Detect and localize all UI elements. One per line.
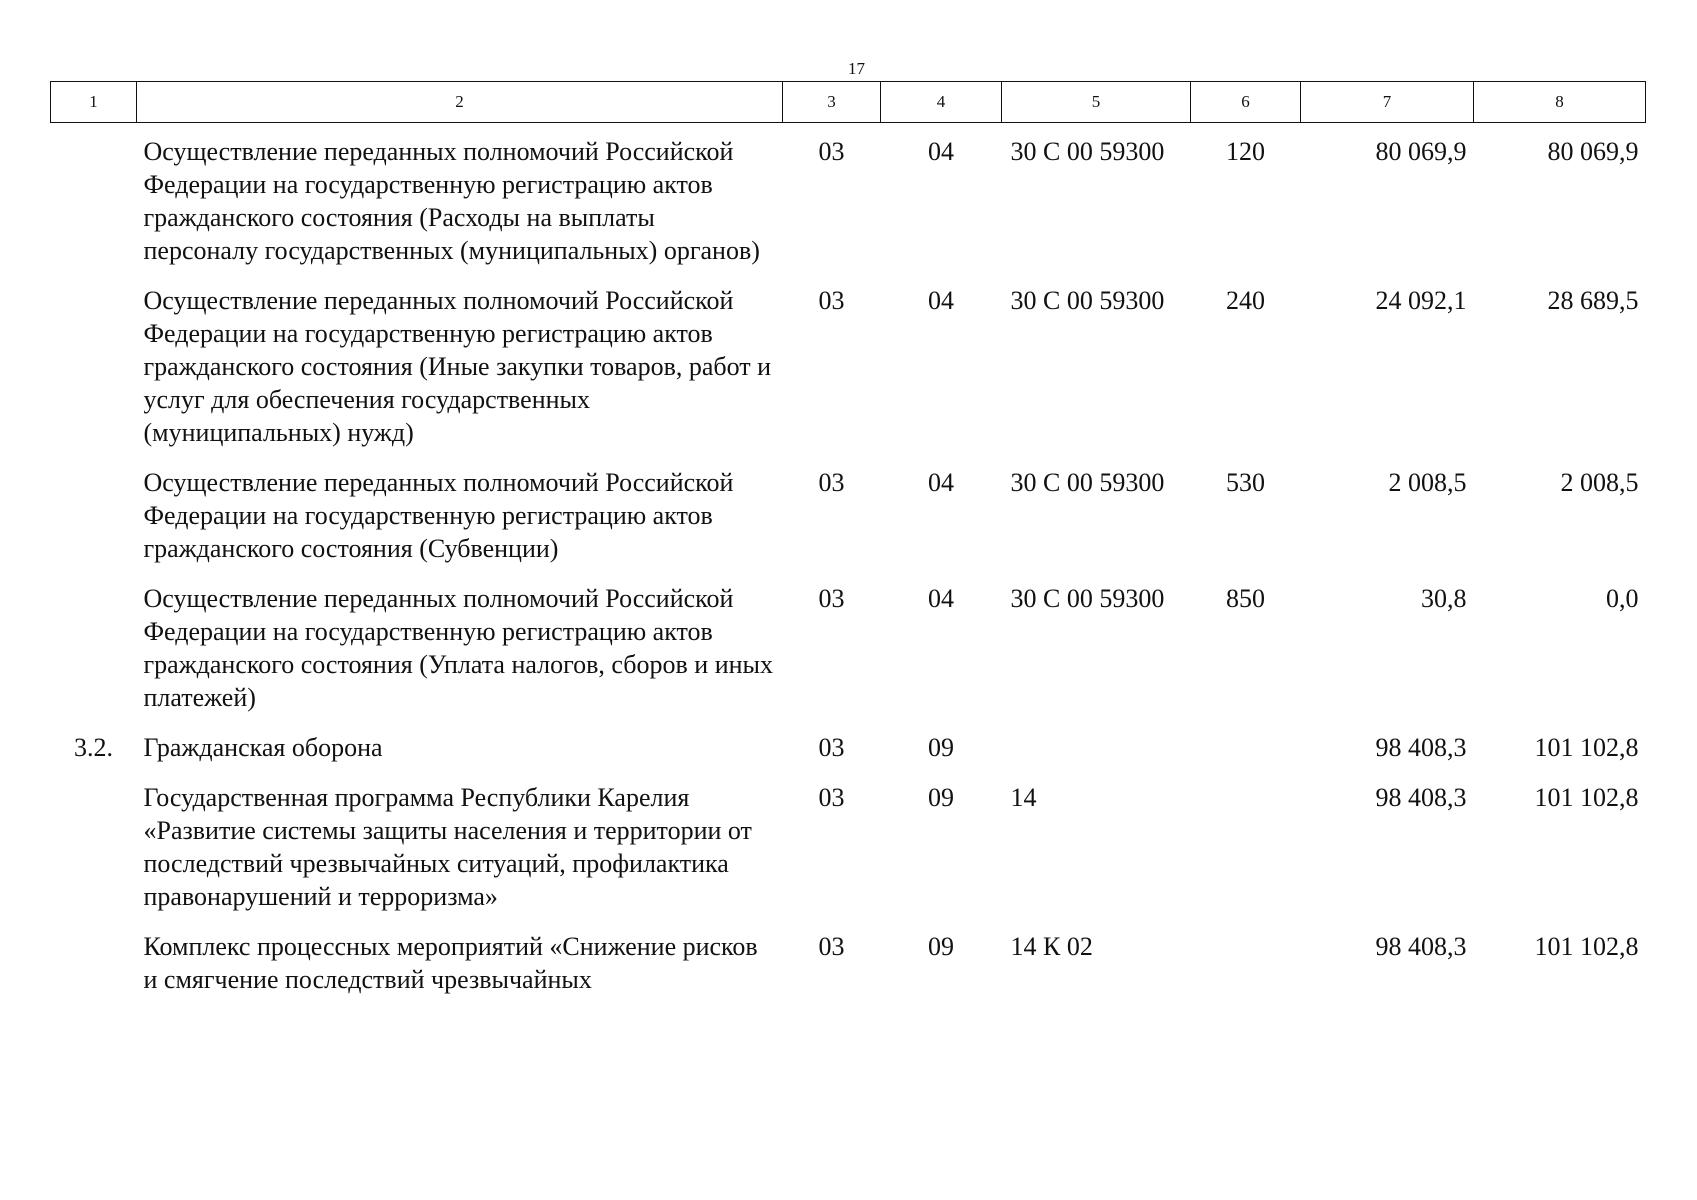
row-amount-col7: 98 408,3	[1375, 783, 1467, 812]
table-row	[51, 466, 1646, 582]
column-header-8: 8	[1474, 82, 1646, 123]
row-number	[51, 582, 137, 731]
column-header-3: 3	[783, 82, 881, 123]
table-row	[51, 284, 1646, 466]
row-expense-type: 240	[1226, 286, 1265, 315]
row-amount-col8: 2 008,5	[1560, 468, 1639, 497]
row-amount-col7: 98 408,3	[1375, 733, 1467, 762]
row-number: 3.2.	[74, 733, 113, 762]
header-row	[51, 82, 1646, 123]
table-row	[51, 582, 1646, 731]
row-target-article	[1002, 731, 1191, 781]
row-amount-col8: 101 102,8	[1534, 733, 1639, 762]
row-section-code: 03	[818, 783, 845, 812]
row-target-article: 30 С 00 59300	[1010, 286, 1165, 315]
column-header-2: 2	[137, 82, 783, 123]
table-row	[51, 781, 1646, 930]
row-subsection-code: 04	[928, 584, 954, 613]
row-subsection-code: 04	[928, 137, 954, 166]
row-expense-type	[1191, 930, 1301, 1013]
row-number	[51, 284, 137, 466]
row-expense-type	[1191, 781, 1301, 930]
row-amount-col7: 24 092,1	[1375, 286, 1467, 315]
row-amount-col7: 98 408,3	[1375, 932, 1467, 961]
row-name: Гражданская оборона	[143, 733, 383, 762]
row-amount-col8: 0,0	[1606, 584, 1639, 613]
table-row	[51, 731, 1646, 781]
column-header-1: 1	[51, 82, 137, 123]
row-amount-col7: 2 008,5	[1388, 468, 1467, 497]
row-number	[51, 123, 137, 285]
row-section-code: 03	[818, 932, 845, 961]
row-amount-col8: 101 102,8	[1534, 783, 1639, 812]
row-amount-col7: 30,8	[1421, 584, 1467, 613]
row-section-code: 03	[818, 584, 845, 613]
row-name: Осуществление переданных полномочий Российской Федерации на государственную регистрацию актов гражданского состояния (Расходы на выплаты персоналу государственных (муниципальных) органов)	[143, 137, 760, 265]
row-target-article: 30 С 00 59300	[1010, 137, 1165, 166]
row-number	[51, 781, 137, 930]
row-name: Осуществление переданных полномочий Российской Федерации на государственную регистрацию актов гражданского состояния (Уплата налогов, сборов и иных платежей)	[143, 584, 773, 712]
row-name: Осуществление переданных полномочий Российской Федерации на государственную регистрацию актов гражданского состояния (Иные закупки товаров, работ и услуг для обеспечения государственных (муниципальных) нужд)	[143, 286, 772, 447]
row-name: Осуществление переданных полномочий Российской Федерации на государственную регистрацию актов гражданского состояния (Субвенции)	[143, 468, 734, 563]
row-target-article: 14 К 02	[1010, 932, 1093, 961]
row-expense-type: 530	[1226, 468, 1265, 497]
budget-table	[50, 81, 1646, 1013]
row-amount-col8: 80 069,9	[1547, 137, 1639, 166]
column-header-4: 4	[881, 82, 1002, 123]
page-number: 17	[848, 59, 865, 78]
row-expense-type: 850	[1226, 584, 1265, 613]
row-subsection-code: 09	[928, 932, 954, 961]
row-amount-col8: 28 689,5	[1547, 286, 1639, 315]
row-name: Комплекс процессных мероприятий «Снижение рисков и смягчение последствий чрезвычайных	[143, 932, 758, 994]
row-expense-type: 120	[1226, 137, 1265, 166]
row-section-code: 03	[818, 137, 845, 166]
row-expense-type	[1191, 731, 1301, 781]
row-subsection-code: 09	[928, 783, 954, 812]
row-number	[51, 930, 137, 1013]
row-subsection-code: 09	[928, 733, 954, 762]
row-name: Государственная программа Республики Карелия «Развитие системы защиты населения и территории от последствий чрезвычайных ситуаций, профилактика правонарушений и терроризма»	[143, 783, 752, 911]
row-target-article: 14	[1010, 783, 1037, 812]
row-section-code: 03	[818, 733, 845, 762]
row-amount-col7: 80 069,9	[1375, 137, 1467, 166]
column-header-7: 7	[1301, 82, 1474, 123]
row-number	[51, 466, 137, 582]
row-subsection-code: 04	[928, 286, 954, 315]
row-target-article: 30 С 00 59300	[1010, 468, 1165, 497]
table-row	[51, 123, 1646, 285]
row-amount-col8: 101 102,8	[1534, 932, 1639, 961]
column-header-6: 6	[1191, 82, 1301, 123]
column-header-5: 5	[1002, 82, 1191, 123]
row-section-code: 03	[818, 286, 845, 315]
row-section-code: 03	[818, 468, 845, 497]
row-subsection-code: 04	[928, 468, 954, 497]
table-row	[51, 930, 1646, 1013]
row-target-article: 30 С 00 59300	[1010, 584, 1165, 613]
